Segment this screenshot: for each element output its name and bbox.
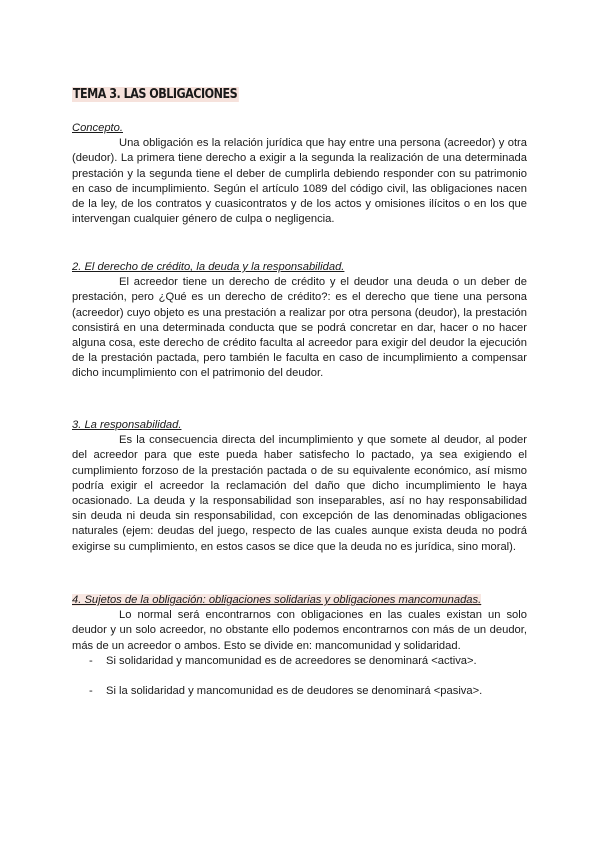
section-body: Lo normal será encontrarnos con obligaciones en las cuales existan un solo deudor y un solo acreedor, no obstante ello podemos encontrarnos con más de un deudor, más de un acreedor o ambos. Esto se divide en: mancomunidad y solidaridad. bbox=[72, 609, 527, 652]
list-item-text: Si solidaridad y mancomunidad es de acreedores se denominará <activa>. bbox=[106, 654, 477, 667]
list-item bbox=[72, 684, 527, 699]
section-heading: 2. El derecho de crédito, la deuda y la responsabilidad. bbox=[72, 261, 345, 273]
section-heading: Concepto. bbox=[72, 122, 123, 134]
title-text: TEMA 3. LAS OBLIGACIONES bbox=[72, 87, 238, 102]
section-responsabilidad bbox=[72, 418, 527, 555]
section-heading: 3. La responsabilidad. bbox=[72, 419, 182, 431]
bullet-list bbox=[72, 654, 527, 700]
bullet-marker: - bbox=[89, 654, 93, 667]
section-body: Una obligación es la relación jurídica que hay entre una persona (acreedor) y otra (deudor). La primera tiene derecho a exigir a la segunda la realización de una determinada prestación y la segunda tiene el deber de cumplirla debiendo responder con su patrimonio en caso de incumplimiento. Según el artículo 1089 del código civil, las obligaciones nacen de la ley, de los contratos y cuasicontratos y de los actos y omisiones ilícitos o en los que intervengan cualquier género de culpa o negligencia. bbox=[72, 137, 527, 226]
section-sujetos bbox=[72, 593, 527, 715]
bullet-marker: - bbox=[89, 685, 93, 698]
list-item-text: Si la solidaridad y mancomunidad es de deudores se denominará <pasiva>. bbox=[106, 685, 483, 698]
list-item bbox=[72, 654, 527, 669]
section-derecho-credito bbox=[72, 260, 527, 382]
page-title bbox=[72, 86, 239, 104]
section-body: Es la consecuencia directa del incumplimiento y que somete al deudor, al poder del acreedor para que este pueda haber satisfecho lo pactado, ya sea exigiendo el cumplimiento forzoso de la prestación pactada o de su equivalente económico, así mismo podría exigir el acreedor la reclamación del daño que dicho incumplimiento le haya ocasionado. La deuda y la responsabilidad son inseparables, así no hay responsabilidad sin deuda ni deuda sin responsabilidad, con excepción de las denominadas obligaciones naturales (ejem: deudas del juego, respecto de las cuales aunque exista deuda no podrá exigirse su cumplimiento, en estos casos se dice que la deuda no es jurídica, sino moral). bbox=[72, 434, 527, 553]
section-body: El acreedor tiene un derecho de crédito y el deudor una deuda o un deber de prestación, pero ¿Qué es un derecho de crédito?: es el derecho que tiene una persona (acreedor) cuyo objeto es una prestación a realizar por otra persona (deudor), la prestación consistirá en una determinada conducta que se podrá concretar en dar, hacer o no hacer alguna cosa, este derecho de crédito faculta al acreedor para exigir del deudor la ejecución de la prestación pactada, pero también le faculta en caso de incumplimiento a compensar dicho incumplimiento con el patrimonio del deudor. bbox=[72, 276, 527, 380]
section-concepto bbox=[72, 121, 527, 227]
section-heading: 4. Sujetos de la obligación: obligaciones solidarias y obligaciones mancomunadas. bbox=[72, 594, 482, 606]
